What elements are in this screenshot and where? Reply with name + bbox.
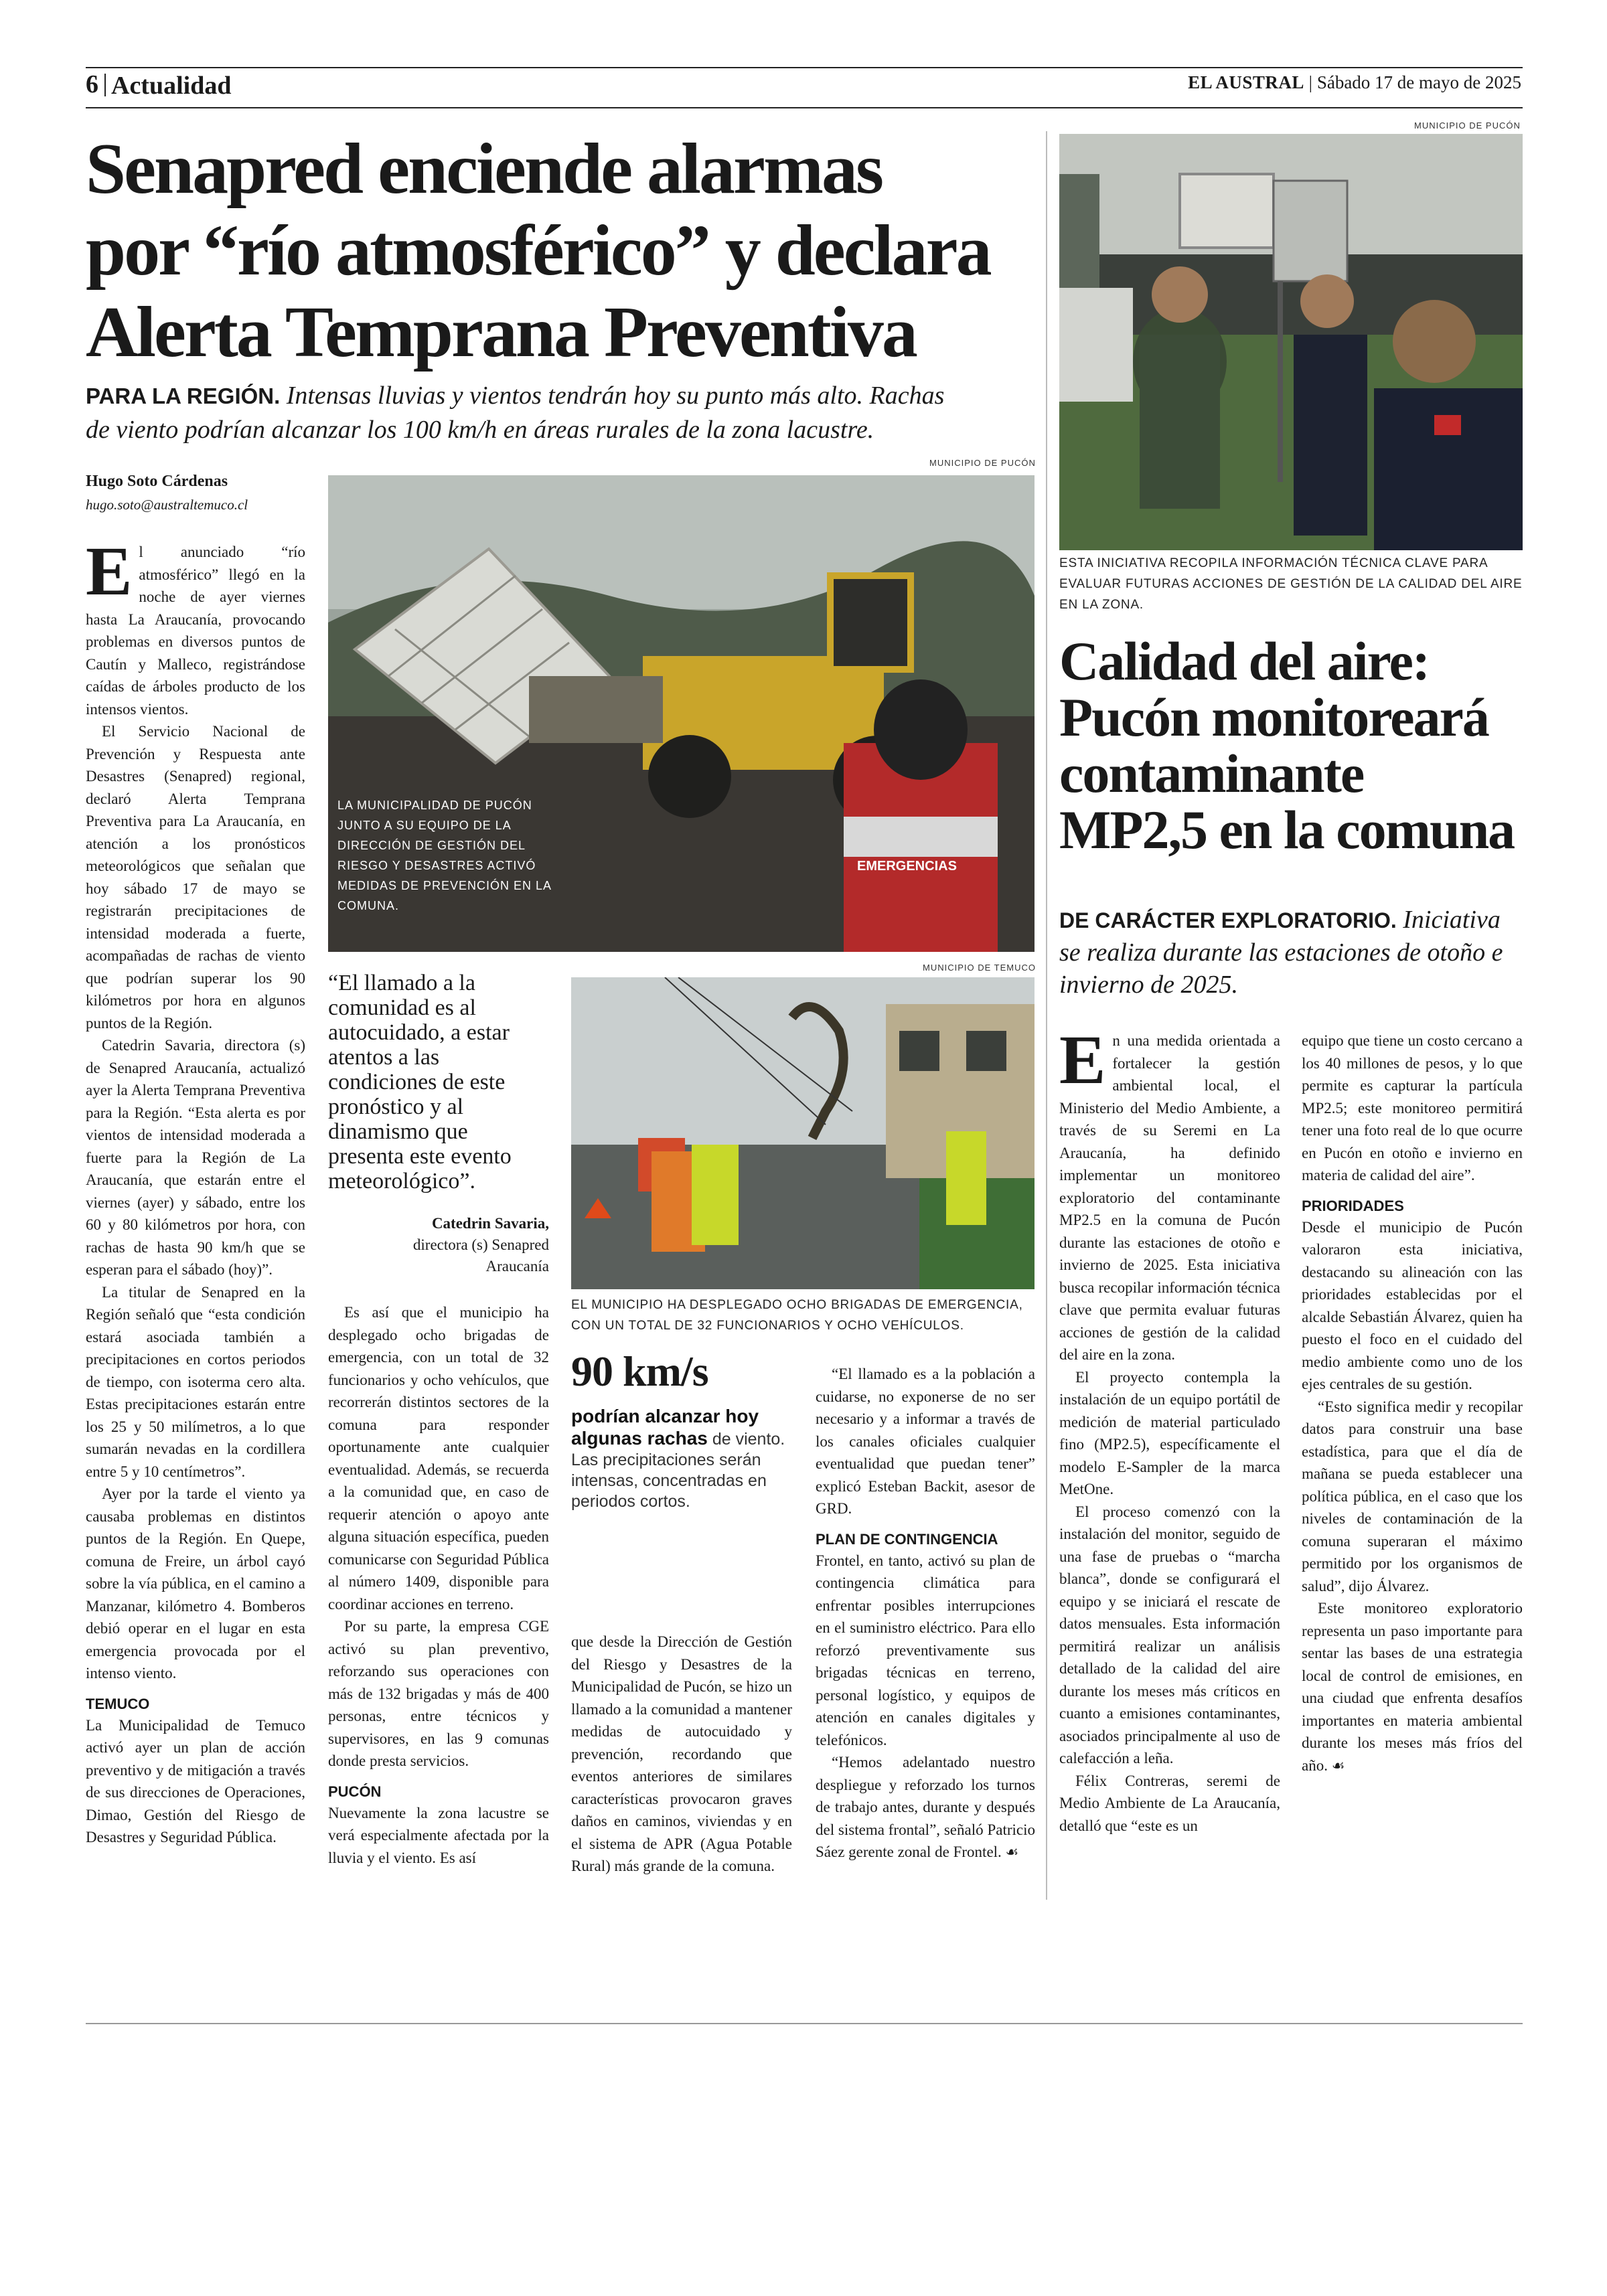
side-headline-line-3: contaminante xyxy=(1059,743,1364,804)
end-mark-icon: ☙ xyxy=(1005,1843,1019,1860)
air-monitor-photo xyxy=(1059,134,1523,550)
side-column-b xyxy=(1302,1030,1523,1777)
paragraph: La Municipalidad de Temuco activó ayer un plan de acción preventivo y de mitigación a través de sus direcciones de Operaciones, Dimao, Gestión del Riesgo de Desastres y Seguridad Pública. xyxy=(86,1716,305,1846)
author-name: Hugo Soto Cárdenas xyxy=(86,473,228,490)
issue-date: Sábado 17 de mayo de 2025 xyxy=(1316,72,1521,92)
side-deck xyxy=(1059,904,1523,1001)
side-photo-credit: MUNICIPIO DE PUCÓN xyxy=(1414,120,1521,131)
paragraph: Ayer por la tarde el viento ya causaba problemas en distintos puntos de la Región. En Quepe, comuna de Freire, un árbol cayó sobre la vía pública, en el camino a Manzanar, kilómetro 4. Bomberos debió operar en el lugar en esta emergencia provocada por el intenso viento. xyxy=(86,1485,305,1682)
paragraph: que desde la Dirección de Gestión del Riesgo y Desastres de la Municipalidad de Pucón, se hizo un llamado a la comunidad a mantener medidas de autocuidado y prevención, recordando que eventos anteriores de similares características provocaron graves daños en caminos, viviendas y en el sistema de APR (Agua Potable Rural) más grande de la comuna. xyxy=(571,1633,792,1874)
storm-damage-photo xyxy=(328,475,1035,952)
side-headline-line-2: Pucón monitoreará xyxy=(1059,687,1488,748)
main-deck-line-1: Intensas lluvias y vientos tendrán hoy su punto más alto. Rachas xyxy=(286,382,945,410)
main-kicker: PARA LA REGIÓN. xyxy=(86,384,281,408)
side-headline xyxy=(1059,633,1523,858)
dropcap: E xyxy=(86,533,133,610)
paragraph: El proyecto contempla la instalación de un equipo portátil de medición de material particulado fino (MP2.5), específicamente el modelo E-Sampler de la marca MetOne. xyxy=(1059,1368,1280,1497)
paragraph: “Esto significa medir y recopilar datos para construir una base estadística, para que el día de mañana se pueda establecer una política pública, en el caso que los niveles de contaminación de la comuna superaran el máximo permitido por los organismos de salud”, dijo Álvarez. xyxy=(1302,1398,1523,1594)
main-column-1 xyxy=(86,533,305,1849)
main-column-3 xyxy=(571,1631,792,1878)
photo2-caption: EL MUNICIPIO HA DESPLEGADO OCHO BRIGADAS DE EMERGENCIA, CON UN TOTAL DE 32 FUNCIONARIOS Y OCHO VEHÍCULOS. xyxy=(571,1298,1023,1333)
emergency-crew-photo xyxy=(571,977,1035,1289)
paragraph: Desde el municipio de Pucón valoraron esta iniciativa, destacando su alineación con las prioridades establecidas por el alcalde Sebastián Álvarez, quien ha puesto el foco en el cuidado del medio ambiente como uno de los ejes centrales de su gestión. xyxy=(1302,1218,1523,1392)
section-title: Actualidad xyxy=(111,72,232,100)
quote-role-line-2: Araucanía xyxy=(485,1258,549,1275)
paragraph: “Hemos adelantado nuestro despliegue y reforzado los turnos de trabajo antes, durante y después del sistema frontal”, señaló Patricio Sáez gerente zonal de Frontel. xyxy=(816,1754,1035,1860)
paragraph: El proceso comenzó con la instalación del monitor, seguido de una fase de pruebas o “marcha blanca”, donde se configurará el equipo y se iniciará el rescate de datos mensuales. Esta información permitirá realizar un análisis detallado de la calidad del aire durante los meses más críticos en cuanto a emisiones contaminantes, asociados principalmente al uso de calefacción a leña. xyxy=(1059,1503,1280,1767)
side-column-a xyxy=(1059,1021,1280,1837)
page-number: 6 xyxy=(86,70,98,98)
paragraph: n una medida orientada a fortalecer la gestión ambiental local, el Ministerio del Medio Ambiente, a través de su Seremi en La Araucanía, ha definido implementar un monitoreo exploratorio del contaminante MP2.5 en la comuna de Pucón durante las estaciones de otoño e invierno de 2025. Esta iniciativa busca recopilar información técnica clave que permita evaluar futuras acciones de gestión de la calidad del aire en la zona. xyxy=(1059,1032,1280,1363)
side-headline-line-1: Calidad del aire: xyxy=(1059,631,1430,691)
emergency-crew-illustration xyxy=(571,977,1035,1289)
paragraph: Frontel, en tanto, activó su plan de contingencia climática para enfrentar posibles interrupciones en el suministro eléctrico. Para ello reforzó preventivamente sus brigadas técnicas en terreno, personal logístico, y equipos de atención en canales digitales y telefónicos. xyxy=(816,1552,1035,1748)
quote-name: Catedrin Savaria, xyxy=(431,1215,549,1232)
main-column-2 xyxy=(328,1301,549,1869)
bottom-rule xyxy=(86,2023,1523,2024)
subhead-pucon: PUCÓN xyxy=(328,1783,382,1800)
side-end-mark-icon: ☙ xyxy=(1331,1756,1345,1774)
pull-quote: “El llamado a la comunidad es al autocuidado, a estar atentos a las condiciones de este pronóstico y al dinamismo que presenta este evento meteorológico”. xyxy=(328,971,512,1194)
author-email[interactable]: hugo.soto@australtemuco.cl xyxy=(86,497,248,513)
paragraph: Nuevamente la zona lacustre se verá especialmente afectada por la lluvia y el viento. Es así xyxy=(328,1804,549,1866)
stat-rest: de viento. Las precipitaciones serán intensas, concentradas en periodos cortos. xyxy=(571,1430,785,1511)
paragraph: Es así que el municipio ha desplegado ocho brigadas de emergencia, con un total de 32 funcionarios y ocho vehículos, que recorrerán distintos sectores de la comuna para responder oportunamente ante cualquier eventualidad. Además, se recuerda a la comunidad que, en caso de requerir atención o apoyo ante alguna situación específica, pueden comunicarse con Seguridad Pública al número 1409, disponible para coordinar acciones en terreno. xyxy=(328,1304,549,1613)
stat-value: 90 km/s xyxy=(571,1347,708,1395)
photo1-credit: MUNICIPIO DE PUCÓN xyxy=(929,458,1036,468)
quote-role-line-1: directora (s) Senapred xyxy=(412,1236,549,1253)
photo1-caption: LA MUNICIPALIDAD DE PUCÓN JUNTO A SU EQUIPO DE LA DIRECCIÓN DE GESTIÓN DEL RIESGO Y DESASTRES ACTIVÓ MEDIDAS DE PREVENCIÓN EN LA COMUNA. xyxy=(337,799,552,912)
column-divider xyxy=(1046,131,1047,1900)
paragraph: El Servicio Nacional de Prevención y Respuesta ante Desastres (Senapred) regional, declaró Alerta Temprana Preventiva para La Araucanía, en atención a los pronósticos meteorológicos que señalan que hoy sábado 17 de mayo se registrarán precipitaciones de intensidad moderada a fuerte, acompañadas de rachas de viento que podrían superar los 90 kilómetros por hora en algunos puntos de la Región. xyxy=(86,723,305,1032)
main-deck xyxy=(86,379,1057,446)
paragraph: La titular de Senapred en la Región señaló que “esta condición estará asociada también a precipitaciones en cortos periodos de tiempo, con isoterma cero alta. Estas precipitaciones estarán entre los 25 y 50 milímetros, a lo que sumarán nevadas en la cordillera entre 5 y 10 centímetros”. xyxy=(86,1283,305,1480)
top-rule xyxy=(86,67,1523,68)
side-dropcap: E xyxy=(1059,1021,1106,1098)
side-deck-text: Iniciativa se realiza durante las estaciones de otoño e invierno de 2025. xyxy=(1059,906,1503,999)
side-headline-line-4: MP2,5 en la comuna xyxy=(1059,799,1515,860)
paragraph: l anunciado “río atmosférico” llegó en la noche de ayer viernes hasta La Araucanía, provocando problemas en diversos puntos de Cautín y Malleco, registrándose caídas de árboles producto de los intensos vientos. xyxy=(86,544,305,718)
subhead-temuco: TEMUCO xyxy=(86,1695,150,1712)
side-kicker: DE CARÁCTER EXPLORATORIO. xyxy=(1059,908,1397,932)
paragraph: Félix Contreras, seremi de Medio Ambiente de La Araucanía, detalló que “este es un xyxy=(1059,1772,1280,1834)
main-headline xyxy=(86,129,1057,374)
masthead xyxy=(1188,72,1521,93)
main-column-4 xyxy=(816,1363,1035,1864)
vest-label: EMERGENCIAS xyxy=(857,859,957,874)
paragraph: “El llamado es a la población a cuidarse, no exponerse de no ser necesario y a informar a través de los canales oficiales cualquier eventualidad que puedan tener” explicó Esteban Backit, asesor de GRD. xyxy=(816,1366,1035,1517)
masthead-divider: | xyxy=(1308,72,1313,92)
paragraph: Este monitoreo exploratorio representa un paso importante para sentar las bases de una estrategia local de control de emisiones, en una ciudad que enfrenta desafíos importantes en materia ambiental durante los meses más fríos del año. xyxy=(1302,1600,1523,1774)
paragraph: Por su parte, la empresa CGE activó su plan preventivo, reforzando sus operaciones con más de 132 brigadas y más de 400 personas, entre técnicos y supervisores, en las 9 comunas donde presta servicios. xyxy=(328,1618,549,1769)
main-deck-line-2: de viento podrían alcanzar los 100 km/h en áreas rurales de la zona lacustre. xyxy=(86,416,874,444)
header-bottom-rule xyxy=(86,107,1523,108)
newspaper-name: EL AUSTRAL xyxy=(1188,72,1304,92)
side-photo-caption: ESTA INICIATIVA RECOPILA INFORMACIÓN TÉCNICA CLAVE PARA EVALUAR FUTURAS ACCIONES DE GESTIÓN DE LA CALIDAD DEL AIRE EN LA ZONA. xyxy=(1059,556,1523,612)
subhead-plan-contingencia: PLAN DE CONTINGENCIA xyxy=(816,1530,998,1548)
paragraph: Catedrin Savaria, directora (s) de Senapred Araucanía, actualizó ayer la Alerta Temprana Preventiva para la Región. “Esta alerta es por vientos de intensidad moderada a fuerte para la Región de La Araucanía, que estarán entre el viernes (ayer) y sábado, entre los 60 y 80 kilómetros por hora, con rachas de hasta 90 km/h que se esperan para el sábado (hoy)”. xyxy=(86,1037,305,1278)
stat-description xyxy=(571,1406,792,1512)
photo2-credit: MUNICIPIO DE TEMUCO xyxy=(923,963,1036,973)
header-divider xyxy=(104,74,106,96)
paragraph: equipo que tiene un costo cercano a los 40 millones de pesos, y lo que permite es capturar la partícula MP2.5; este monitoreo permitirá tener una foto real de lo que ocurre en Pucón en otoño e invierno en materia de calidad del aire”. xyxy=(1302,1032,1523,1183)
air-monitor-illustration xyxy=(1059,134,1523,550)
main-headline-line-1: Senapred enciende alarmas xyxy=(86,129,882,209)
pull-quote-attribution xyxy=(328,1213,549,1277)
main-headline-line-2: por “río atmosférico” y declara xyxy=(86,211,990,291)
main-headline-line-3: Alerta Temprana Preventiva xyxy=(86,293,916,372)
stat-bold: podrían alcanzar hoy algunas rachas xyxy=(571,1406,759,1449)
subhead-prioridades: PRIORIDADES xyxy=(1302,1197,1404,1214)
